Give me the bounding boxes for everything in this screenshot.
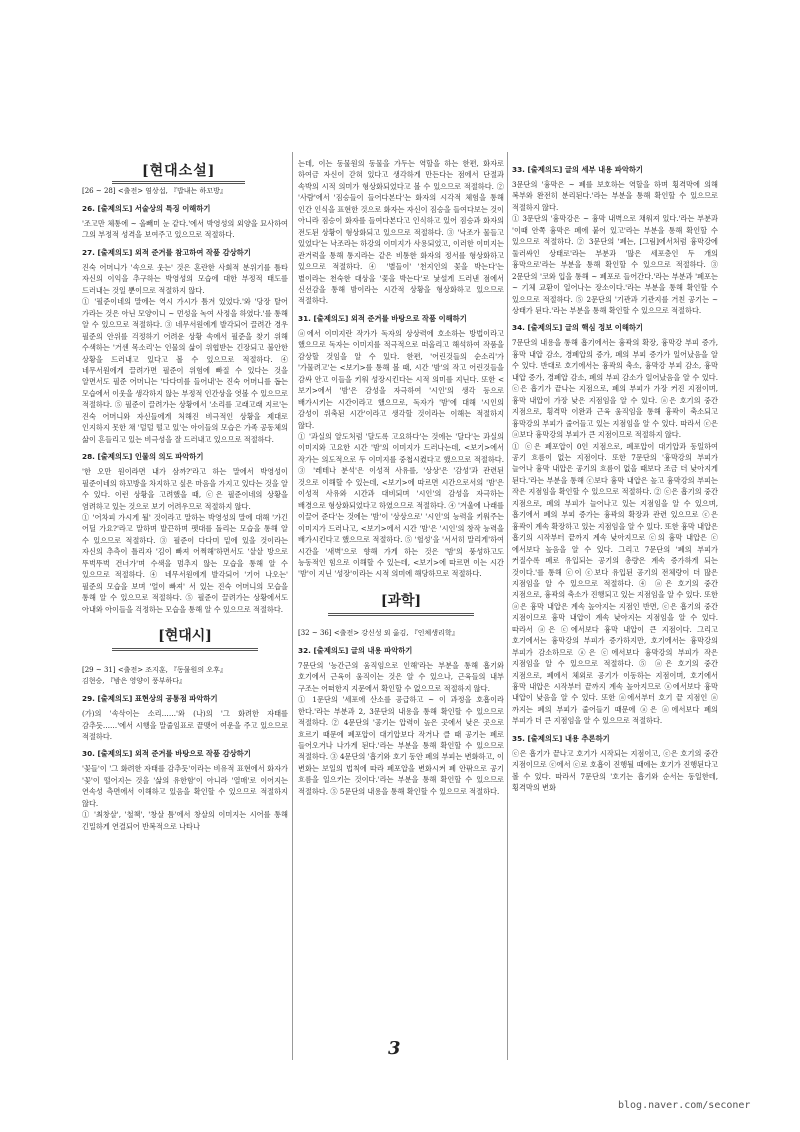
- column-divider: [507, 152, 508, 1060]
- question-35-body: ⓒ은 흡기가 끝나고 호기가 시작되는 지점이고, ⓒ은 호기의 중간 지점이므로 ⓒ에서 ⓒ로 호흡이 진행될 때에는 호기가 진행된다고 볼 수 있다. 따라서 7문단의 '호기는 흡기와 순서는 동일한데, 횡격막의 변화: [512, 748, 718, 793]
- question-34-title: 34. [출제의도] 글의 핵심 정보 이해하기: [512, 323, 643, 333]
- question-28-title: 28. [출제의도] 인물의 의도 파악하기: [82, 452, 204, 462]
- source-note: [26 ~ 28] <출전> 염상섭, 『밥내는 하꼬방』: [82, 187, 227, 195]
- question-27-title: 27. [출제의도] 외적 준거를 참고하여 작품 감상하기: [82, 247, 251, 257]
- column-divider: [292, 152, 293, 1060]
- column-2: [298, 158, 504, 802]
- question-35-title: 35. [출제의도] 내용 추론하기: [512, 733, 610, 743]
- question-26-title: 26. [출제의도] 서술상의 특징 이해하기: [82, 204, 211, 213]
- column-3: [512, 158, 718, 799]
- page-number: 3: [388, 1038, 401, 1059]
- question-29-title: 29. [출제의도] 표현상의 공통점 파악하기: [82, 694, 218, 704]
- column-1: [82, 186, 288, 837]
- question-34-body: 7문단의 내용을 통해 흡기에서는 흉곽의 확장, 흉막강 부피 증가, 흉막 내압 감소, 경폐압의 증가, 폐의 부피 증가가 일어났음을 알 수 있다. 반대로 호기에서는 흉곽의 축소, 흉막강 부피 감소, 흉막 내압 증가, 경폐압 감소, 폐의 부피 감소가 일어났음을 알 수 있다. ⓒ은 흡기가 끝나는 지점으로, 폐의 부피가 가장 커진 지점이며, 흉막 내압이 가장 낮은 지점임을 알 수 있다. ⓐ은 호기의 중간 지점으로, 횡격막 이완과 근육 움직임을 통해 흉곽이 축소되고 흉막강의 부피가 줄어들고 있는 지점임을 알 수 있다. 따라서 ⓒ은 ⓐ보다 흉막강의 부피가 큰 지점이므로 적절하지 않다. ① ⓒ은 폐포압이 0인 지점으로, 폐포압이 대기압과 동일하여 공기 흐름이 없는 지점이다. 또한 7문단의 '흉막강의 부피가 늘어나 흉막 내압은 공기의 흐름이 없을 때보다 조금 더 낮아지게 된다.'라는 부분을 통해 ⓒ보다 흉막 내압은 높고 흉막강의 부피는 작은 지점임을 확인할 수 있으므로 적절하다. ② ⓒ은 흡기의 중간 지점으로, 폐의 부피가 늘어나고 있는 지점임을 알 수 있으며, 흡기에서 폐의 부피 증가는 흉곽의 확장과 관련 있으므로 ⓒ은 흉곽이 계속 확장하고 있는 지점임을 알 수 있다. 또한 흉막 내압은 흡기의 시작부터 끝까지 계속 낮아지므로 ⓒ의 흉막 내압은 ⓒ에서보다 높음을 알 수 있다. 그리고 7문단의 '폐의 부피가 커질수록 폐로 유입되는 공기의 총량은 계속 증가하게 되는 것이다.'를 통해 ⓒ이 ⓒ보다 유입된 공기의 전체량이 더 많은 지점임을 알 수 있으므로 적절하다. ④ ⓐ은 호기의 중간 지점으로, 흉곽의 축소가 진행되고 있는 지점임을 알 수 있다. 또한 ⓐ은 흉막 내압은 계속 높아지는 지점인 반면, ⓒ은 흡기의 중간 지점이므로 흉막 내압이 계속 낮아지는 지점임을 알 수 있다. 따라서 ⓐ은 ⓒ에서보다 흉막 내압이 큰 지점이다. 그리고 호기에서는 흉막강의 부피가 증가하지만, 호기에서는 흉막강의 부피가 감소하므로 ⓐ은 ⓒ에서보다 흉막강의 부피가 작은 지점임을 알 수 있으므로 적절하다. ⑤ ⓐ은 호기의 중간 지점으로, 폐에서 체외로 공기가 이동하는 지점이며, 호기에서 흉막 내압은 시작부터 끝까지 계속 높아지므로 ⓐ에서보다 흉막 내압이 낮음을 알 수 있다. 또한 ⓐ에서부터 호기 끝 지점인 ⓐ까지는 폐의 부피가 줄어들기 때문에 ⓐ은 ⓐ에서보다 폐의 부피가 더 큰 지점임을 알 수 있으므로 적절하다.: [512, 338, 718, 726]
- question-32-body: 7문단의 '능간근의 움직임으로 인해'라는 부분을 통해 흡기와 호기에서 근육이 움직이는 것은 알 수 있으나, 근육들의 내부 구조는 어떠한지 지문에서 확인할 수 없으므로 적절하지 않다. ① 1문단의 '세포에 산소를 공급하고 ~ 이 과정을 호흡이라 한다.'라는 부분과 2, 3문단의 내용을 통해 확인할 수 있으므로 적절하다. ② 4문단의 '공기는 압력이 높은 곳에서 낮은 곳으로 흐르기 때문에 폐포압이 대기압보다 작거나 클 때 공기는 폐로 들어오거나 나가게 된다.'라는 부분을 통해 확인할 수 있으므로 적절하다. ③ 4문단의 '흡기와 호기 동안 폐의 부피는 변화하고, 이 변화는 보일의 법칙에 따라 폐포압을 변화시켜 폐 안팎으로 공기 흐름을 일으키는 것이다.'라는 부분을 통해 확인할 수 있으므로 적절하다. ⑤ 5문단의 내용을 통해 확인할 수 있으므로 적절하다.: [298, 660, 504, 796]
- question-31-title: 31. [출제의도] 외적 준거를 바탕으로 작품 이해하기: [298, 313, 467, 323]
- question-26-body: '조고만 체통에 ~ 올빼미 눈 같다.'에서 박영성의 외양을 묘사하여 그의 부정적 성격을 보여주고 있으므로 적절하다.: [82, 219, 288, 240]
- question-32-title: 32. [출제의도] 글의 내용 파악하기: [298, 645, 413, 655]
- question-30-body: '꽃들'이 '그 화려한 자태를 감추듯'이라는 비유적 표현에서 화자가 '꽃'이 떨어지는 것을 '삶의 유한함'이 아니라 '열매'로 이어지는 연속성 측면에서 이해하고 있음을 확인할 수 있으므로 적절하지 않다. ① '최창살', '철책', '창살 틈'에서 창살의 이미지는 시어를 통해 긴밀하게 연결되어 반복적으로 나타나: [82, 764, 288, 831]
- section-title-modern-novel: [현대소설]: [142, 160, 215, 180]
- source-note: [29 ~ 31] <출전> 조지훈, 『동물원의 오후』 김현승, 『밤은 영양이 풍부하다』: [82, 666, 227, 686]
- question-33-title: 33. [출제의도] 글의 세부 내용 파악하기: [512, 165, 643, 174]
- question-28-body: '한 오만 원이라면 내가 삼까?'라고 하는 말에서 박영성이 필준이네의 하꼬방을 차지하고 싶은 마음을 가지고 있다는 것을 알 수 있다. 이런 상황을 고려했을 때, ⓒ은 필준이네의 상황을 염려하고 있는 것으로 보기 어려우므로 적절하지 않다. ① '어차피 가시게 될' 것이라고 말하는 박영성의 말에 대해 '가긴 어딜 가요?'라고 말하며 발끈하며 펫대를 돌리는 모습을 통해 알 수 있으므로 적절하다. ③ 필준이 다다미 밑에 있을 것이라는 자신의 추측이 틀리자 '김이 빠져 어쩍해'하면서도 '샅샅 방으로 뚜벅뚜벅 건너가'며 수색을 멈추지 않는 모습을 통해 알 수 있으므로 적절하다. ④ 네무서원에게 발각되어 '기어 나오는' 필준의 모습을 보며 '얼이 빠져' 서 있는 진숙 어머니의 모습을 통해 알 수 있으므로 적절하다. ⑤ 필준이 끌려가는 상황에서도 아내와 아이들을 걱정하는 모습을 통해 알 수 있으므로 적절하다.: [82, 467, 288, 614]
- watermark: blog.naver.com/seconer: [618, 1100, 751, 1111]
- section-title-science: [과학]: [298, 590, 504, 616]
- question-30-title: 30. [출제의도] 외적 준거를 바탕으로 작품 감상하기: [82, 749, 251, 759]
- question-30-continued: 는데, 이는 동물원의 동물을 가두는 역할을 하는 한편, 화자로 하여금 자신이 갇혀 있다고 생각하게 만든다는 점에서 단절과 속박의 시적 의미가 형상화되었다고 볼 수 있으므로 적절하다. ② '사람'에서 '짐승들이 들어다본다'는 화자의 시각적 체험을 통해 인간 인식을 표현한 것으로 화자는 자신이 짐승을 들여다보는 것이 아니라 짐승이 화자를 들여다본다고 인식하고 있어 짐승과 화자의 전도된 상황이 형상화되고 있으므로 적절하다. ③ '낙조가 물들고 있었다'는 낙조라는 하강의 이미지가 사용되었고, 이러한 이미지는 관거럭을 통해 통지라는 같은 비통한 화자의 정서를 형상화하고 있으므로 적절하다. ④ '별들이' '천지인의 꽃을 박는다'는 별이라는 천숙한 대상을 '꽃을 박는다'로 낯설게 드러낸 점에서 신선감을 통해 밤이라는 시간적 상황을 형상화하고 있으므로 적절하다.: [298, 159, 504, 306]
- section-title-modern-poetry: [현대시]: [82, 625, 288, 651]
- question-29-body: (가)의 '속삭이는 소리……'와 (나)의 '그 화려한 자태를 감추듯……'에서 시행을 말줄임표로 끝맺어 여운을 주고 있으므로 적절하다.: [82, 709, 288, 741]
- question-31-body: ⓐ에서 이미지란 작가가 독자의 상상력에 호소하는 방법이라고 했으므로 독자는 이미지를 적극적으로 떠올리고 해석하여 작품을 감상할 것임을 알 수 있다. 한편, '어린것들의 순소리'가 '가물려고'는 <보기>를 통해 볼 때, 시간 '밤'의 작고 어린것들을 감싸 안고 이들을 키워 성장시킨다는 시적 의미를 지닌다. 또한 <보기>에서 '밤'은 감성을 자극하여 '시인'의 생각 등으로 배가시키는 시간이라고 했으므로, 독자가 '밤'에 대해 '시인의 감성이 위축된 시간'이라고 생각할 것이라는 이해는 적절하지 않다. ① '과실의 알도처럼 '달도록 고요하다'는 것에는 '달다'는 과실의 이미지와 고요한 시간 '밤'의 이미지가 드러나는데, <보기>에서 작가는 의도적으로 두 이미지를 중첩시켰다고 했으므로 적절하다. ③ '레테나 분석'은 이성적 사유를, '상상'은 '감성'과 관련된 것으로 이해할 수 있는데, <보기>에 따르면 시간으로서의 '밤'은 이성적 사유와 시간과 대비되며 '시인'의 감성을 자극하는 배경으로 형상화되었다고 하였으므로 적절하다. ④ '겨울에 나래를 이끌어 준다'는 것에는 '밤'이 '상상으로' '시인'의 능력을 키워주는 이미지가 드러나고, <보기>에서 시간 '밤'은 '시인'의 창작 능력을 배가시킨다고 했으므로 적절하다. ⑤ '헐성'을 '서서히 말리게'하여 시간을 '새벽'으로 향해 가게 하는 것은 '밤'의 풍성하고도 능동적인 힘으로 이해할 수 있는데, <보기>에 따르면 이는 시간 '밤'이 지닌 '성장'이라는 시적 의미에 해당하므로 적절하다.: [298, 328, 504, 579]
- source-note: [32 ~ 36] <출전> 강신성 외 옮김, 『인체생리학』: [298, 628, 459, 637]
- question-27-body: 진숙 어머니가 '속으로 웃는' 것은 혼란한 사회적 분위기를 틈타 자신의 이익을 추구하는 박영성의 모습에 대한 부정적 태도를 드러내는 것일 뿐이므로 적절하지 않다. ① '필준이네의 말에는 역시 가시가 틈겨 있었다.'와 '당장 탈어 가라는 것은 아닌 모양이니 ~ 먼성을 녹여 사정을 하였다.'를 통해 알 수 있으므로 적절하다. ③ 네무서원에게 발각되어 끌려간 경우 필준의 안위를 걱정하기 어려운 상황 속에서 필준을 찾기 위해 수색하는 '거센 목소리'는 인물의 삶이 위협받는 긴장되고 불안한 상황을 드러내고 있다고 볼 수 있으므로 적절하다. ④ 네무서원에게 끌려가면 필준이 위험에 빠질 수 있다는 것을 알면서도 필준 어머니는 '다다미를 들어내'는 진숙 어머니를 돕는 모습에서 이웃을 생각하지 않는 부정적 인간상을 엿볼 수 있으므로 적절하다. ⑤ 필준이 끌려가는 상황에서 '소리를 고래고래 지르'는 진숙 어머니와 자신들에게 처해진 비극적인 상황을 제대로 인지하지 못한 채 '덜덜 떨고 있'는 아이들의 모습은 가족 공동체의 삶이 흔들리고 있는 비극성을 잘 드러내고 있으므로 적절하다.: [82, 262, 288, 444]
- question-33-body: 3문단의 '흉막은 ~ 폐를 보호하는 역할을 하며 횡격막에 의해 복부와 완전히 분리된다.'라는 부분을 통해 확인할 수 있으므로 적절하지 않다. ① 3문단의 '흉막강은 ~ 흉막 내벽으로 채워져 있다.'라는 부분과 '이때 안쪽 흉막은 폐에 붙어 있고'라는 부분을 통해 확인할 수 있으므로 적절하다. ② 3문단의 '폐는, [그림]에서처럼 흉막강에 둘러싸인 상태로'라는 부분과 '많은 세포층인 두 개의 흉막으로'라는 부분을 통해 확인할 수 있으므로 적절하다. ③ 2문단의 '코와 입을 통해 ~ 폐포로 들어간다.'라는 부분과 '폐포는 ~ 기체 교환이 일어나는 장소이다.'라는 부분을 통해 확인할 수 있으므로 적절하다. ⑤ 2문단의 '기관과 기관지를 거친 공기는 ~ 상태가 된다.'라는 부분을 통해 확인할 수 있으므로 적절하다.: [512, 180, 718, 315]
